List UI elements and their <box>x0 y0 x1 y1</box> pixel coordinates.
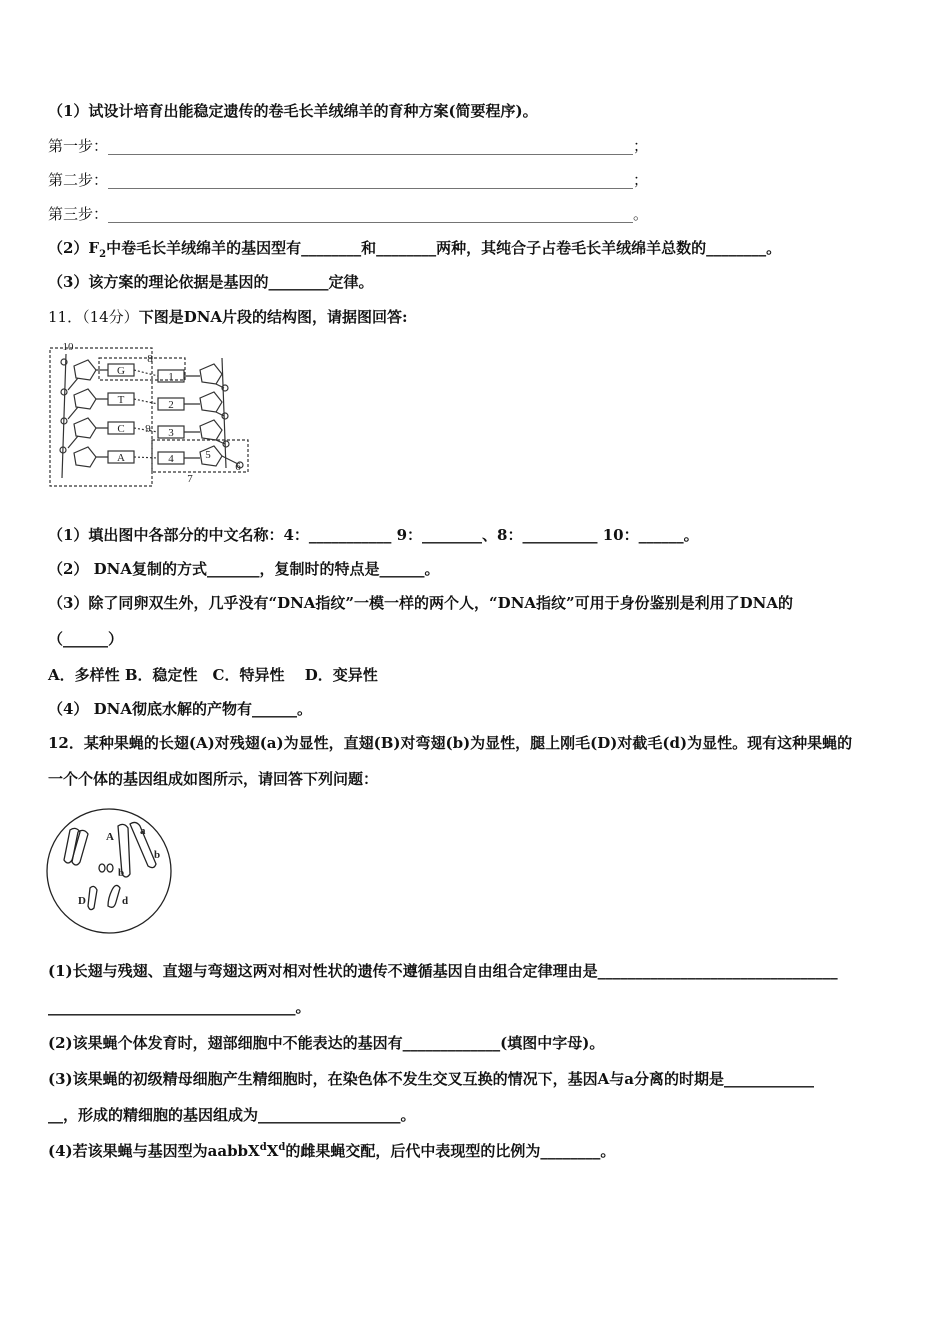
q10-step2: 第二步：______________________________________________________________________； <box>48 171 649 189</box>
label-4: 4 <box>168 453 174 465</box>
left-sugar-1 <box>74 360 96 380</box>
cell-outline <box>47 809 171 933</box>
q12-part3-cont: __，形成的精细胞的基因组成为___________________。 <box>48 1106 416 1124</box>
q11-part2: （2） DNA复制的方式_______，复制时的特点是______。 <box>48 560 440 578</box>
q10-part1: （1）试设计培育出能稳定遗传的卷毛长羊绒绵羊的育种方案(简要程序)。 <box>48 102 538 120</box>
label-7: 7 <box>187 473 193 485</box>
q10-part3: （3）该方案的理论依据是基因的________定律。 <box>48 273 374 291</box>
left-sugar-3 <box>74 418 96 438</box>
left-backbone <box>62 354 66 478</box>
left-sugar-4 <box>74 447 96 467</box>
q11-header: 11．（14分）下图是DNA片段的结构图，请据图回答: <box>48 308 408 326</box>
label-1: 1 <box>168 371 174 383</box>
chromosome-D <box>88 886 97 909</box>
chromosome-long-left-2 <box>72 830 88 865</box>
q10-step1: 第一步：______________________________________________________________________； <box>48 137 649 155</box>
right-sugar-2 <box>200 392 222 412</box>
label-6: 6 <box>235 461 241 473</box>
label-2: 2 <box>168 399 174 411</box>
q10-part2: $(2)F_2$中卷毛长羊绒绵羊的基因型有________和________两种，其纯合子占卷毛长羊绒绵羊总数的________。 <box>48 239 782 260</box>
q12-part1-cont: _________________________________。 <box>48 998 311 1016</box>
gene-b-left: b <box>118 867 125 879</box>
right-sugar-1 <box>200 364 222 384</box>
dna-box-7 <box>152 440 248 472</box>
base-links-left <box>96 370 108 457</box>
chromosome-dot-2 <box>107 864 113 872</box>
gene-a: a <box>140 825 146 837</box>
label-8: 8 <box>147 353 153 365</box>
q10-step3: 第三步：______________________________________________________________________。 <box>48 205 649 223</box>
q11-part3-blank: （______） <box>48 630 124 648</box>
q12-part2: (2)该果蝇个体发育时，翅部细胞中不能表达的基因有_____________(填图中字母)。 <box>48 1034 605 1052</box>
q12-part1: (1)长翅与残翅、直翅与弯翅这两对相对性状的遗传不遵循基因自由组合定律理由是________________________________ <box>48 962 838 980</box>
right-sugar-4 <box>200 446 222 466</box>
q11-part1: （1）填出图中各部分的中文名称：4：___________ 9：________、8：__________ 10：______。 <box>48 526 699 544</box>
chromosome-dot-1 <box>99 864 105 872</box>
label-A: A <box>117 452 125 464</box>
label-T: T <box>117 394 125 406</box>
q12-part4: (4)若该果蝇与基因型为$aabbX^dX^d$的雌果蝇交配，后代中表现型的比例为________。 <box>48 1142 616 1160</box>
base-links-right <box>184 376 200 458</box>
q12-part3: (3)该果蝇的初级精母细胞产生精细胞时，在染色体不发生交叉互换的情况下，基因A与a分离的时期是____________ <box>48 1070 814 1088</box>
chromosome-d <box>108 885 120 907</box>
left-sugar-2 <box>74 389 96 409</box>
cell-chromosome-figure <box>42 806 180 938</box>
gene-b-right: b <box>154 849 161 861</box>
q12-intro-line1: 12．某种果蝇的长翅(A)对残翅(a)为显性，直翅(B)对弯翅(b)为显性，腿上刚毛(D)对截毛(d)为显性。现有这种果蝇的 <box>48 734 853 752</box>
gene-D: D <box>78 895 86 907</box>
q11-part3: （3）除了同卵双生外，几乎没有“DNA指纹”一模一样的两个人，“DNA指纹”可用于身份鉴别是利用了DNA的 <box>48 594 794 612</box>
label-5: 5 <box>205 449 211 461</box>
label-9: 9 <box>145 423 151 435</box>
label-C: C <box>117 423 125 435</box>
q11-part4: （4） DNA彻底水解的产物有______。 <box>48 700 313 718</box>
q12-intro-line2: 一个个体的基因组成如图所示，请回答下列问题： <box>48 770 379 788</box>
gene-A: A <box>106 831 114 843</box>
hydrogen-bonds <box>134 370 158 458</box>
phosphate-2 <box>61 389 67 395</box>
q11-options: A．多样性 B．稳定性 C．特异性 D．变异性 <box>48 666 378 684</box>
label-10: 10 <box>62 341 74 353</box>
gene-d: d <box>122 895 129 907</box>
right-sugar-3 <box>200 420 222 440</box>
dna-structure-figure <box>44 340 254 490</box>
label-3: 3 <box>168 427 174 439</box>
label-G: G <box>117 365 125 377</box>
